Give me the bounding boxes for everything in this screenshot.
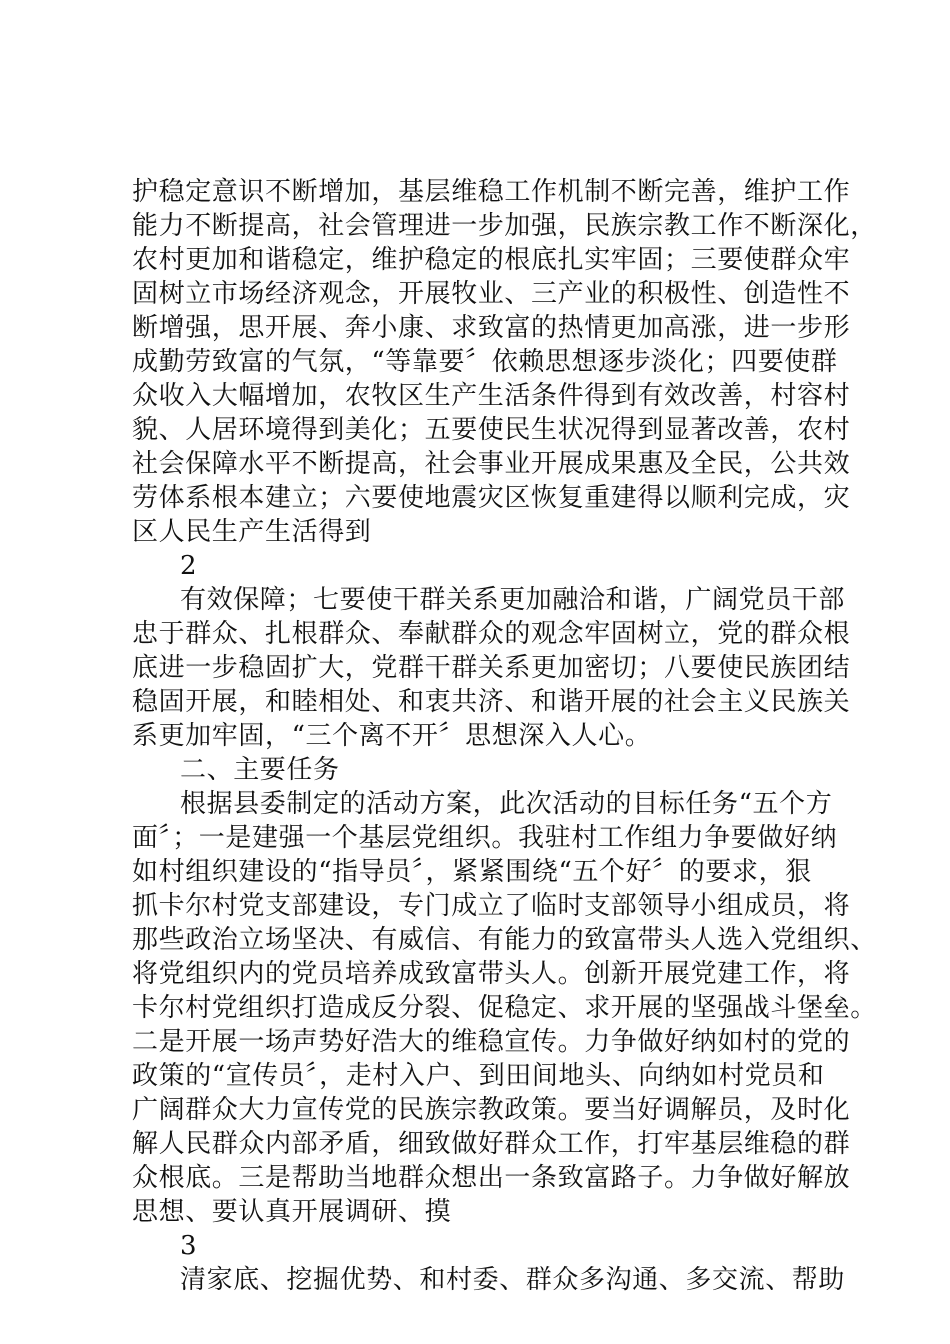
text-line: 断增强，思开展、奔小康、求致富的热情更加高涨，进一步形 — [132, 313, 851, 343]
page-number: 3 — [180, 1231, 198, 1261]
text-line: 二是开展一场声势好浩大的维稳宣传。力争做好纳如村的党的 — [132, 1027, 851, 1057]
text-line: 众根底。三是帮助当地群众想出一条致富路子。力争做好解放 — [132, 1163, 851, 1193]
text-line: 如村组织建设的“指导员〞，紧紧围绕“五个好〞的要求，狠 — [132, 857, 812, 887]
text-line: 系更加牢固，“三个离不开〞思想深入人心。 — [132, 721, 652, 751]
text-line: 根据县委制定的活动方案，此次活动的目标任务“五个方 — [180, 789, 833, 819]
text-line: 成勤劳致富的气氛，“等靠要〞依赖思想逐步淡化；四要使群 — [132, 347, 838, 377]
text-line: 社会保障水平不断提高，社会事业开展成果惠及全民，公共效 — [132, 449, 851, 479]
text-line: 忠于群众、扎根群众、奉献群众的观念牢固树立，党的群众根 — [132, 619, 851, 649]
text-line: 广阔群众大力宣传党的民族宗教政策。要当好调解员，及时化 — [132, 1095, 851, 1125]
text-line: 将党组织内的党员培养成致富带头人。创新开展党建工作，将 — [132, 959, 851, 989]
text-line: 抓卡尔村党支部建设，专门成立了临时支部领导小组成员，将 — [132, 891, 851, 921]
text-line: 有效保障；七要使干群关系更加融洽和谐，广阔党员干部 — [180, 585, 846, 615]
text-line: 卡尔村党组织打造成反分裂、促稳定、求开展的坚强战斗堡垒。 — [132, 993, 877, 1023]
text-line: 貌、人居环境得到美化；五要使民生状况得到显著改善，农村 — [132, 415, 851, 445]
text-line: 面〞；一是建强一个基层党组织。我驻村工作组力争要做好纳 — [132, 823, 838, 853]
text-line: 众收入大幅增加，农牧区生产生活条件得到有效改善，村容村 — [132, 381, 851, 411]
text-line: 区人民生产生活得到 — [132, 517, 372, 547]
text-line: 政策的“宣传员〞，走村入户、到田间地头、向纳如村党员和 — [132, 1061, 825, 1091]
text-line: 固树立市场经济观念，开展牧业、三产业的积极性、创造性不 — [132, 279, 851, 309]
section-heading: 二、主要任务 — [180, 755, 340, 785]
text-line: 解人民群众内部矛盾，细致做好群众工作，打牢基层维稳的群 — [132, 1129, 851, 1159]
text-line: 农村更加和谐稳定，维护稳定的根底扎实牢固；三要使群众牢 — [132, 245, 851, 275]
text-line: 劳体系根本建立；六要使地震灾区恢复重建得以顺利完成，灾 — [132, 483, 851, 513]
text-line: 稳固开展，和睦相处、和衷共济、和谐开展的社会主义民族关 — [132, 687, 851, 717]
page-number: 2 — [180, 551, 198, 581]
text-line: 底进一步稳固扩大，党群干群关系更加密切；八要使民族团结 — [132, 653, 851, 683]
text-line: 清家底、挖掘优势、和村委、群众多沟通、多交流、帮助 — [180, 1265, 846, 1295]
text-line: 那些政治立场坚决、有威信、有能力的致富带头人选入党组织、 — [132, 925, 877, 955]
text-line: 护稳定意识不断增加，基层维稳工作机制不断完善，维护工作 — [132, 177, 851, 207]
text-line: 能力不断提高，社会管理进一步加强，民族宗教工作不断深化， — [132, 211, 877, 241]
text-line: 思想、要认真开展调研、摸 — [132, 1197, 452, 1227]
